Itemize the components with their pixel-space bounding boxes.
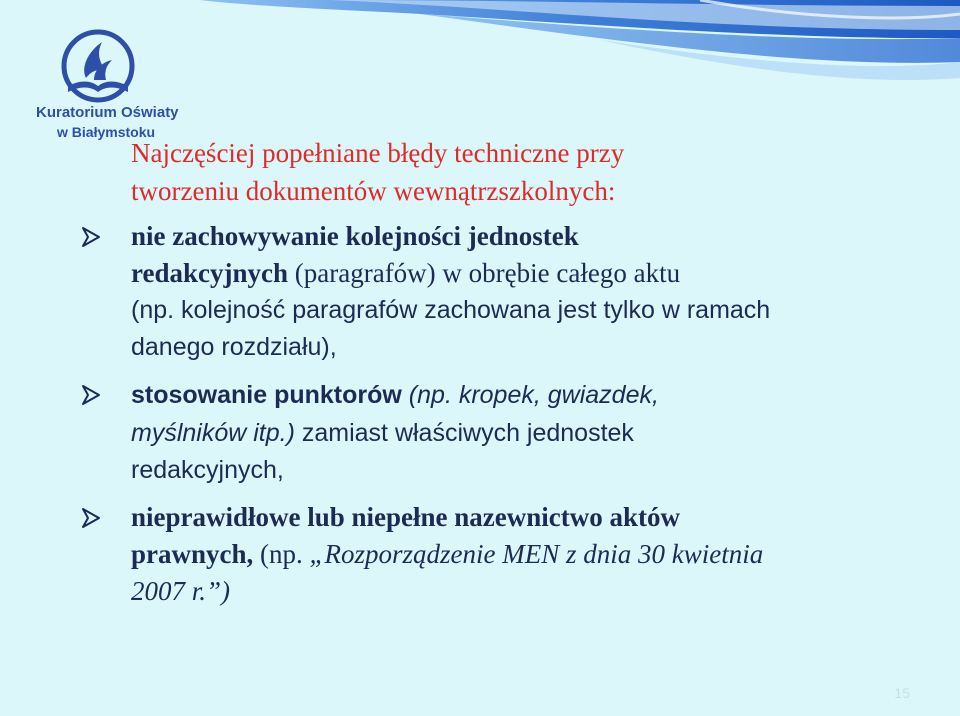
slide-title [131,134,931,210]
arrow-bullet-icon [80,384,102,406]
bullet-1-line-4: danego rozdziału), [131,333,337,361]
bullet-2-line-2-italic: myślników itp.) [131,419,295,447]
bullet-3-line-2-italic: „Rozporządzenie MEN z dnia 30 kwietnia [309,539,764,569]
bullet-3-line-2-rest: (np. [253,539,310,569]
bullet-text-1 [131,218,941,366]
bullet-3-line-3: 2007 r.”) [131,576,231,606]
bullet-2-line-1-bold: stosowanie punktorów [131,381,402,409]
bullet-2-line-1-italic: (np. kropek, gwiazdek, [401,381,659,409]
bullet-2-line-2-rest: zamiast właściwych jednostek [294,419,634,447]
bullet-1-line-2-bold: redakcyjnych [131,258,289,288]
bullet-text-3 [131,499,941,610]
bullet-3-line-2-bold: prawnych, [131,539,254,569]
bullet-2-line-1 [131,376,941,414]
arrow-bullet-icon [80,507,102,529]
bullet-1-line-1: nie zachowywanie kolejności jednostek [131,221,579,251]
bullet-3-line-2 [131,536,941,573]
logo-text-line1: Kuratorium Oświaty [36,104,179,121]
page-number: 15 [894,685,910,701]
title-line-1: Najczęściej popełniane błędy techniczne przy [131,138,625,168]
bullet-1-line-2 [131,255,941,292]
arrow-bullet-icon [80,226,102,248]
bullet-1-line-2-rest: (paragrafów) w obrębie całego aktu [288,258,681,288]
bullet-1-line-3: (np. kolejność paragrafów zachowana jest tylko w ramach [131,296,771,324]
logo-text-line2: w Białymstoku [57,124,156,140]
title-line-2: tworzeniu dokumentów wewnątrzszkolnych: [131,176,616,206]
bullet-2-line-3: redakcyjnych, [131,456,284,484]
bullet-text-2 [131,376,941,489]
bullet-2-line-2 [131,414,941,452]
bullet-3-line-1: nieprawidłowe lub niepełne nazewnictwo aktów [131,502,681,532]
